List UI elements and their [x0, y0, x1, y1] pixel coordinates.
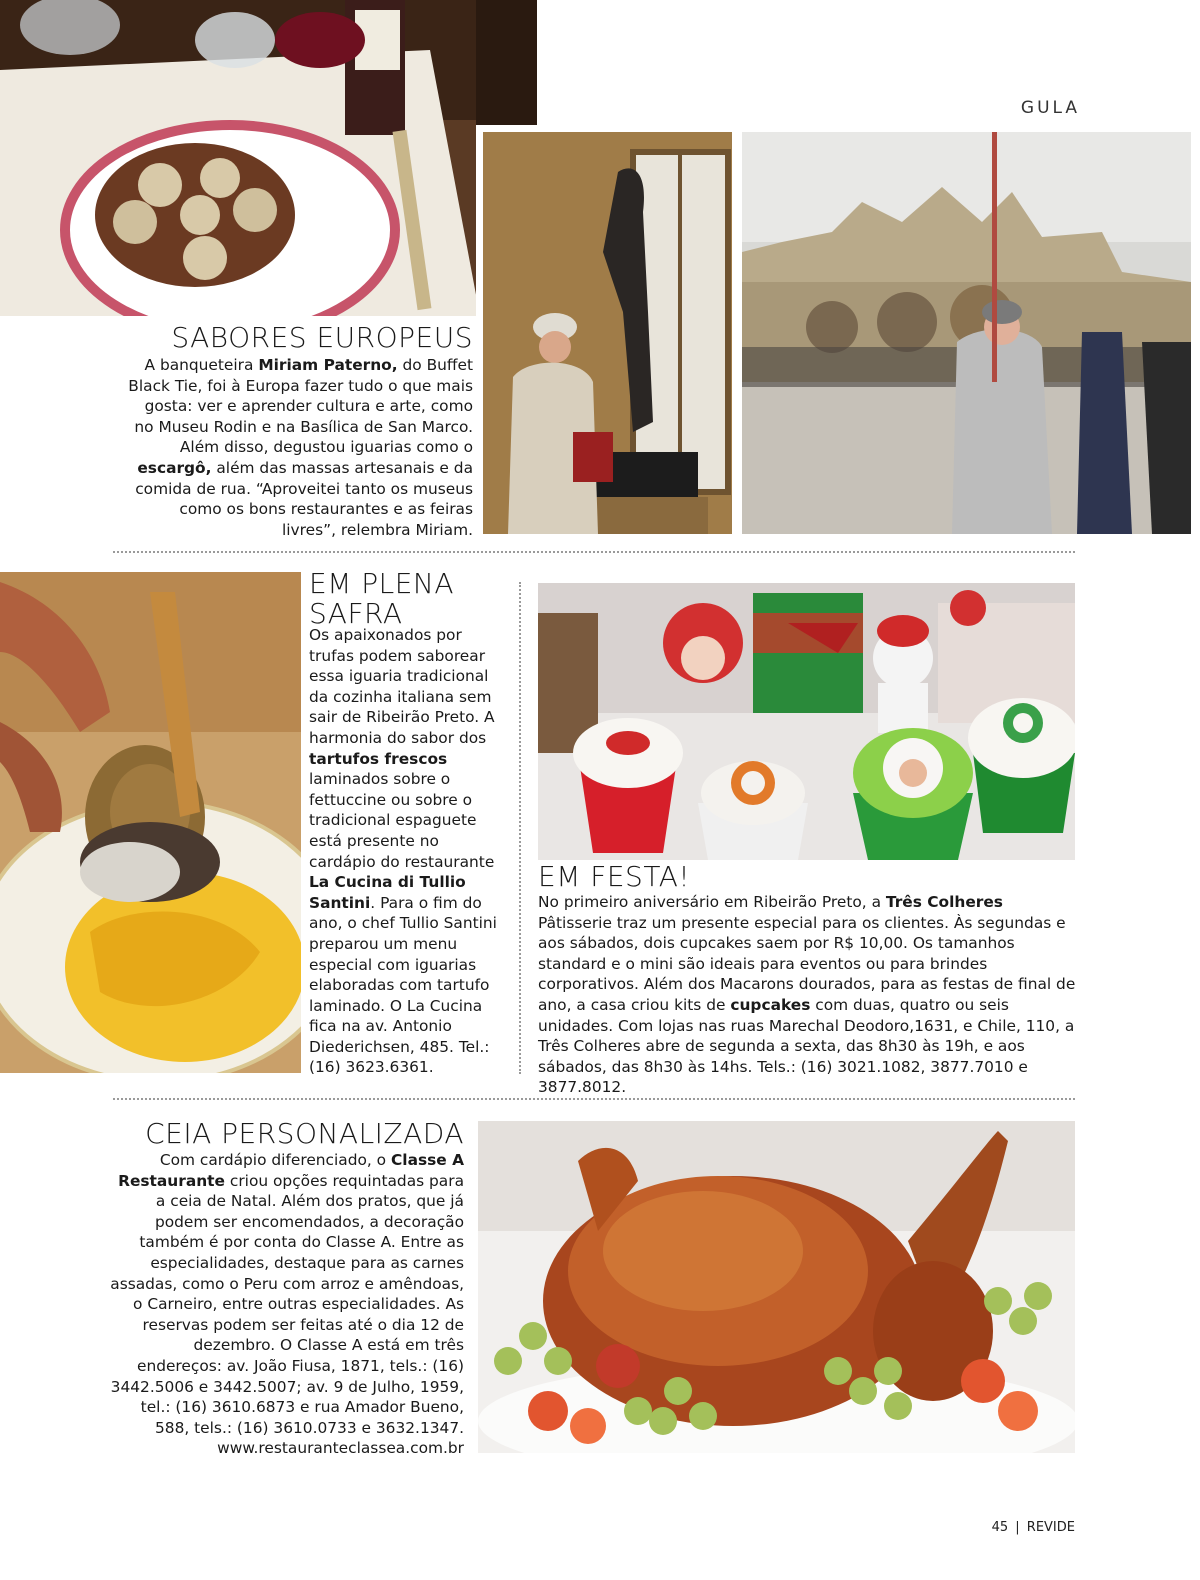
ceia-text-2: criou opções requintadas para a ceia de Natal. Além dos pratos, que já podem ser encomendados, a decoração também é por conta do Classe A. Entre as especialidades, destaque para as carnes assadas, como o Peru com arroz e amêndoas, o Carneiro, entre outras especialidades. As reservas podem ser feitas até o dia 12 de dezembro. O Classe A está em três endereços: av. João Fiusa, 1871, tels.: (16) 3442.5006 e 3442.5007; av. 9 de Julho, 1959, tel.: (16) 3610.6873 e rua Amador Bueno, 588, tels.: (16) 3610.0733 e 3632.1347. www.restauranteclassea.com.br — [110, 1171, 464, 1458]
roast-turkey-photo — [478, 1121, 1075, 1453]
safra-bold-cucina: La Cucina di Tullio Santini — [309, 873, 466, 912]
festa-text-1: No primeiro aniversário em Ribeirão Preto, a — [538, 893, 886, 911]
safra-title-line-2: SAFRA — [309, 597, 403, 630]
safra-title-line-1: EM PLENA — [309, 567, 455, 600]
sabores-text-3: além das massas artesanais e da comida de rua. “Aproveitei tanto os museus como os bons restaurantes e as feiras livres”, relembra Miriam. — [135, 458, 473, 539]
sabores-title: SABORES EUROPEUS — [171, 321, 473, 354]
truffle-fettuccine-photo — [0, 572, 301, 1073]
ceia-bold-classe-a: Classe A Restaurante — [118, 1151, 464, 1190]
festa-title: EM FESTA! — [538, 860, 691, 893]
festa-bold-cupcakes: cupcakes — [730, 995, 811, 1014]
safra-title — [309, 569, 509, 629]
magazine-name: REVIDE — [1026, 1520, 1075, 1535]
festa-bold-tres-colheres: Três Colheres — [885, 893, 1003, 911]
festa-text-2: Pâtisserie traz um presente especial para os clientes. Às segundas e aos sábados, dois cupcakes saem por R$ 10,00. Os tamanhos standard e o mini são ideais para eventos ou para brindes corporativos. Além dos Macarons dourados, para as festas de final de ano, a casa criou kits de — [538, 913, 1076, 1014]
sabores-text-2: do Buffet Black Tie, foi à Europa fazer tudo o que mais gosta: ver e aprender cultura e arte, como no Museu Rodin e na Basílica de San Marco. Além disso, degustou iguarias como o — [128, 356, 473, 457]
sabores-bold-miriam: Miriam Paterno, — [258, 356, 398, 374]
sabores-body — [125, 355, 473, 540]
sabores-bold-escargo: escargô, — [137, 458, 212, 477]
rodin-museum-sculpture-photo — [483, 132, 732, 534]
page-number: 45 — [991, 1520, 1009, 1535]
ceia-body — [110, 1150, 464, 1459]
safra-text-1: Os apaixonados por trufas podem saborear essa iguaria tradicional da cozinha italiana sem sair de Ribeirão Preto. A harmonia do sabor dos — [309, 626, 495, 747]
piazza-san-marco-photo — [742, 132, 1191, 534]
safra-bold-tartufos: tartufos frescos — [309, 749, 448, 768]
section-divider — [113, 551, 1075, 553]
safra-body — [309, 625, 507, 1078]
festa-body — [538, 892, 1078, 1098]
christmas-cupcakes-photo — [538, 583, 1075, 860]
section-divider — [113, 1098, 1075, 1100]
ceia-text-1: Com cardápio diferenciado, o — [159, 1151, 391, 1169]
safra-text-2: laminados sobre o fettuccine ou sobre o tradicional espaguete está presente no cardápio do restaurante — [309, 770, 495, 871]
footer-separator: | — [1015, 1520, 1020, 1535]
page-footer — [960, 1520, 1075, 1535]
escargot-dinner-photo — [0, 0, 537, 316]
sabores-text-1: A banqueteira — [144, 356, 259, 374]
column-divider — [519, 582, 521, 1074]
festa-text-3: com duas, quatro ou seis unidades. Com lojas nas ruas Marechal Deodoro,1631, e Chile, 110, a Três Colheres abre de segunda a sexta, das 8h30 às 19h, e aos sábados, das 8h30 às 14hs. Tels.: (16) 3021.1082, 3877.7010 e 3877.8012. — [538, 995, 1075, 1097]
ceia-title: CEIA PERSONALIZADA — [145, 1117, 464, 1150]
section-label: GULA — [1020, 98, 1080, 118]
safra-text-3: . Para o fim do ano, o chef Tullio Santini preparou um menu especial com iguarias elaboradas com tartufo laminado. O La Cucina fica na av. Antonio Diederichsen, 485. Tel.: (16) 3623.6361. — [309, 893, 497, 1077]
